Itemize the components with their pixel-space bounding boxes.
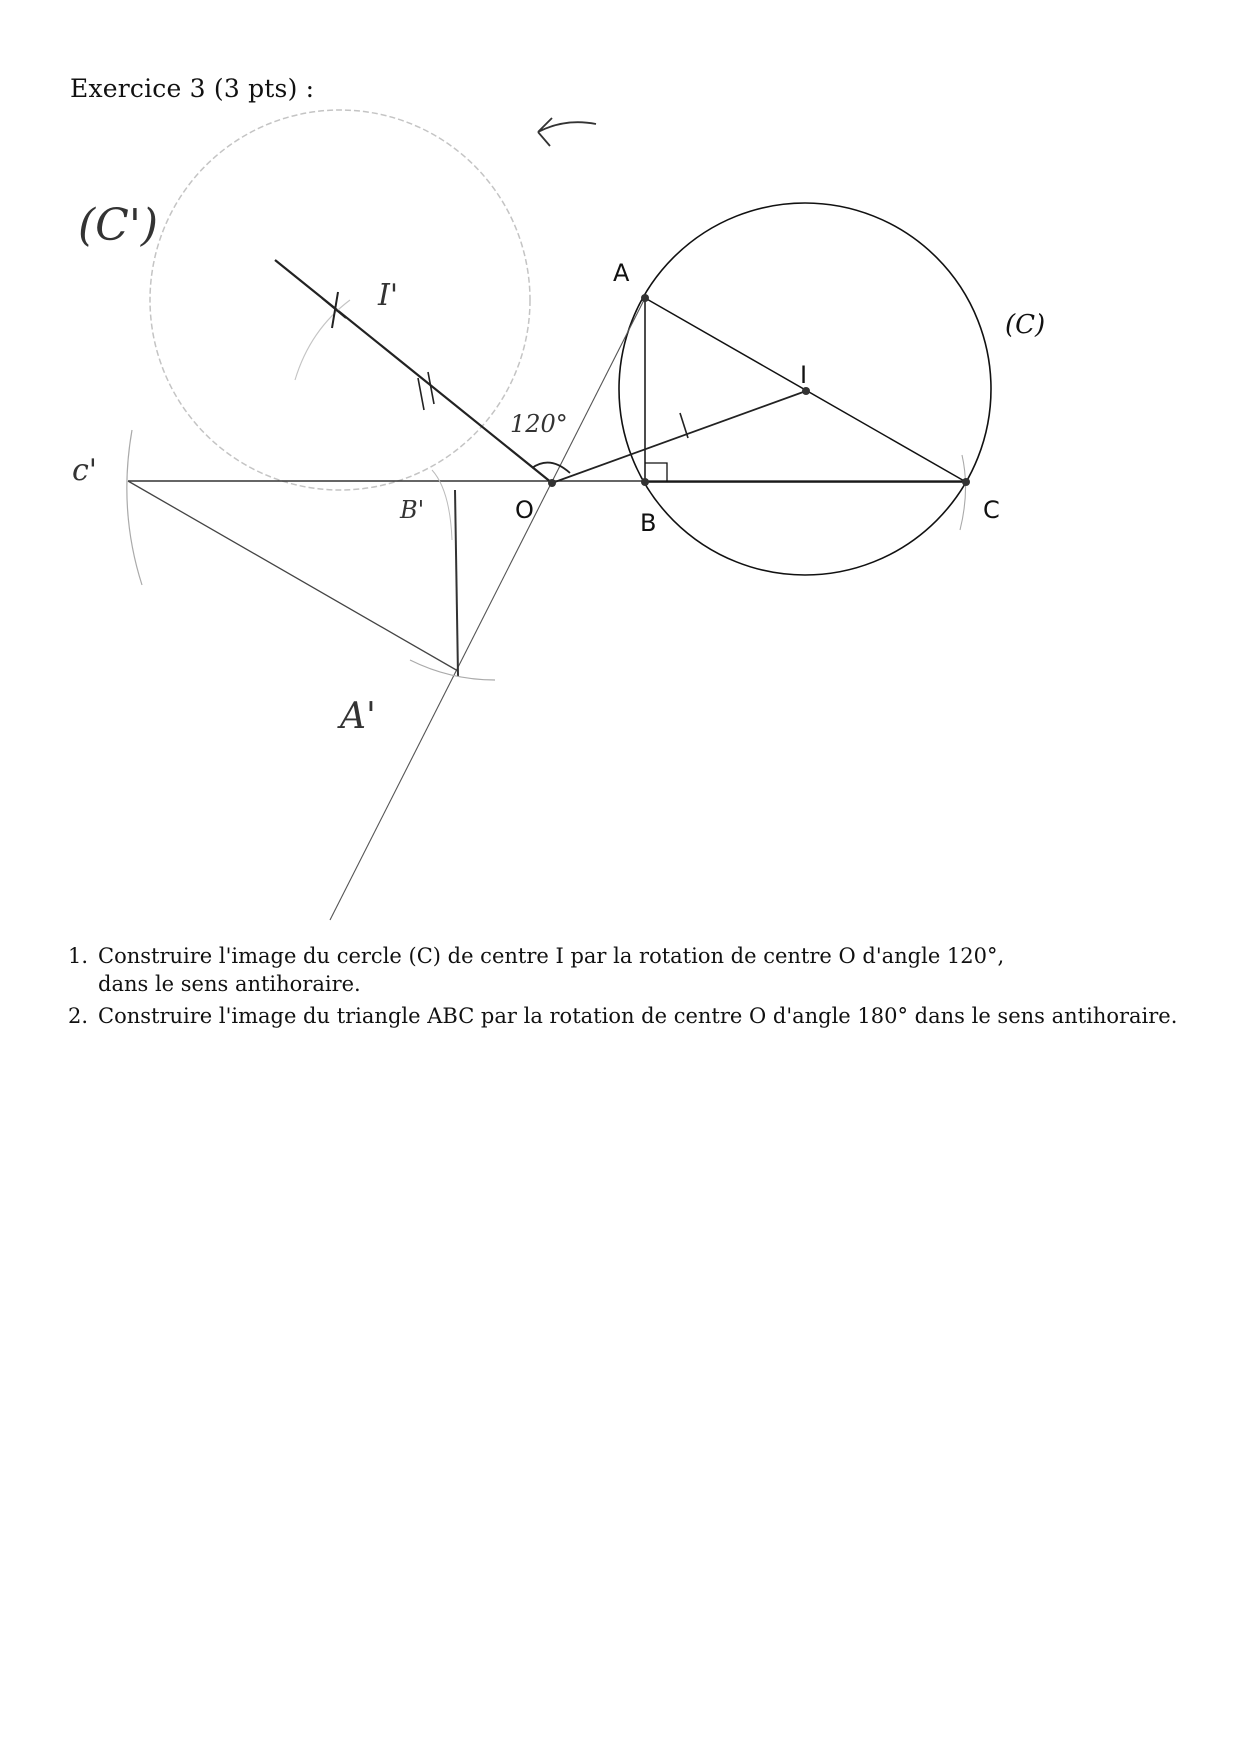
question-2-number: 2.: [68, 1004, 89, 1028]
segment-oi-prime: [275, 260, 552, 483]
question-1-text: Construire l'image du cercle (C) de centre I par la rotation de centre O d'angle 120°,: [98, 944, 1005, 968]
point-c: [962, 478, 970, 486]
point-o: [548, 479, 556, 487]
label-i: I: [800, 361, 808, 389]
line-a-o-extended: [330, 298, 645, 920]
rotation-direction-arrow-icon: [538, 118, 596, 146]
label-angle-120: 120°: [510, 410, 568, 438]
label-circle-c: (C): [1005, 310, 1046, 340]
label-c-prime: c': [72, 453, 98, 488]
segment-oi: [552, 391, 806, 483]
segment-b-prime-a-prime: [455, 490, 458, 676]
label-a-prime: A': [340, 696, 376, 737]
label-b-prime: B': [400, 496, 425, 524]
question-2-text: Construire l'image du triangle ABC par la rotation de centre O d'angle 180° dans le sens antihoraire.: [98, 1004, 1178, 1028]
label-b: B: [640, 509, 657, 537]
question-1-text-continued: dans le sens antihoraire.: [98, 972, 361, 996]
point-b: [641, 478, 649, 486]
exercise-title: Exercice 3 (3 pts) :: [70, 74, 315, 103]
label-i-prime: I': [378, 278, 399, 313]
question-2: [68, 1002, 1188, 1030]
question-1-number: 1.: [68, 944, 89, 968]
label-o: O: [515, 496, 534, 524]
compass-arc-i-prime: [295, 300, 350, 380]
label-a: A: [613, 259, 630, 287]
compass-arc-c: [960, 455, 966, 530]
question-1: [68, 942, 1188, 998]
right-angle-mark: [645, 463, 667, 482]
label-c: C: [983, 496, 1000, 524]
image-circle-c-prime: [150, 110, 530, 490]
tick-mark-oi-prime-1: [418, 378, 424, 410]
point-a: [641, 294, 649, 302]
questions-list: [68, 942, 1188, 1030]
label-circle-c-prime: (C'): [78, 200, 159, 251]
compass-arc-c-prime: [127, 430, 142, 585]
